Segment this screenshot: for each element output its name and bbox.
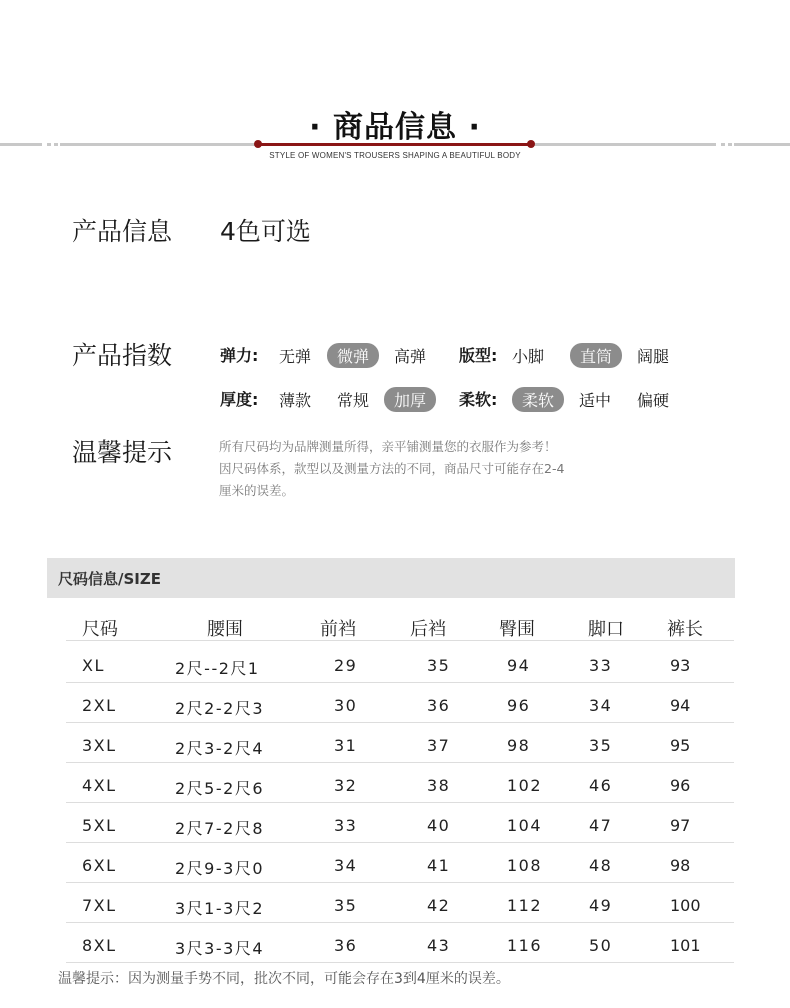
cell-hip: 102 xyxy=(507,776,543,795)
cell-size: 2XL xyxy=(82,696,117,715)
thickness-option-selected: 加厚 xyxy=(384,387,436,412)
cell-hip: 96 xyxy=(507,696,531,715)
cell-hip: 116 xyxy=(507,936,543,955)
tips-line: 厘米的误差。 xyxy=(219,483,295,498)
thickness-option: 常规 xyxy=(337,391,370,410)
cell-hip: 108 xyxy=(507,856,543,875)
row-divider xyxy=(66,882,734,883)
cell-size: XL xyxy=(82,656,105,675)
cell-length: 98 xyxy=(670,856,691,875)
cell-back-rise: 43 xyxy=(427,936,451,955)
cell-waist: 2尺5-2尺6 xyxy=(175,779,264,798)
cell-back-rise: 40 xyxy=(427,816,451,835)
product-info-value: 4色可选 xyxy=(220,217,311,246)
cell-size: 8XL xyxy=(82,936,117,955)
row-divider xyxy=(66,922,734,923)
cell-front-rise: 34 xyxy=(334,856,358,875)
cell-leg-opening: 49 xyxy=(589,896,613,915)
column-header-waist: 腰围 xyxy=(207,619,243,640)
cell-back-rise: 35 xyxy=(427,656,451,675)
cell-leg-opening: 48 xyxy=(589,856,613,875)
cell-length: 95 xyxy=(670,736,691,755)
softness-option: 适中 xyxy=(579,391,612,410)
product-index-label: 产品指数 xyxy=(72,341,173,370)
softness-option: 偏硬 xyxy=(637,391,670,410)
cell-hip: 112 xyxy=(507,896,543,915)
column-header-hip: 臀围 xyxy=(499,619,535,640)
cell-leg-opening: 33 xyxy=(589,656,613,675)
tips-label: 温馨提示 xyxy=(72,438,173,467)
cell-leg-opening: 46 xyxy=(589,776,613,795)
row-divider xyxy=(66,842,734,843)
product-info-label: 产品信息 xyxy=(72,217,173,246)
cell-length: 96 xyxy=(670,776,691,795)
page-title: · 商品信息 · xyxy=(309,110,481,145)
cell-leg-opening: 50 xyxy=(589,936,613,955)
row-divider xyxy=(66,962,734,963)
elasticity-option: 高弹 xyxy=(394,347,427,366)
row-divider xyxy=(66,802,734,803)
cell-size: 5XL xyxy=(82,816,117,835)
cell-leg-opening: 35 xyxy=(589,736,613,755)
elasticity-option-selected: 微弹 xyxy=(327,343,379,368)
fit-option-selected: 直筒 xyxy=(570,343,622,368)
cell-front-rise: 35 xyxy=(334,896,358,915)
cell-leg-opening: 34 xyxy=(589,696,613,715)
tips-text xyxy=(219,436,639,502)
fit-option: 阔腿 xyxy=(637,347,670,366)
cell-front-rise: 33 xyxy=(334,816,358,835)
cell-waist: 2尺2-2尺3 xyxy=(175,699,264,718)
column-header-leg-opening: 脚口 xyxy=(588,619,624,640)
fit-label: 版型: xyxy=(459,346,498,365)
cell-back-rise: 42 xyxy=(427,896,451,915)
thickness-option: 薄款 xyxy=(279,391,312,410)
column-header-back-rise: 后裆 xyxy=(410,619,446,640)
elasticity-label: 弹力: xyxy=(220,346,259,365)
cell-waist: 2尺--2尺1 xyxy=(175,659,260,678)
thickness-label: 厚度: xyxy=(220,390,259,409)
cell-size: 3XL xyxy=(82,736,117,755)
cell-size: 7XL xyxy=(82,896,117,915)
cell-back-rise: 37 xyxy=(427,736,451,755)
cell-waist: 3尺1-3尺2 xyxy=(175,899,264,918)
row-divider xyxy=(66,762,734,763)
column-header-length: 裤长 xyxy=(667,619,703,640)
column-header-front-rise: 前裆 xyxy=(320,619,356,640)
cell-length: 93 xyxy=(670,656,691,675)
cell-waist: 3尺3-3尺4 xyxy=(175,939,264,958)
cell-waist: 2尺9-3尺0 xyxy=(175,859,264,878)
elasticity-option: 无弹 xyxy=(279,347,312,366)
cell-hip: 94 xyxy=(507,656,531,675)
cell-waist: 2尺3-2尺4 xyxy=(175,739,264,758)
softness-option-selected: 柔软 xyxy=(512,387,564,412)
tips-line: 因尺码体系，款型以及测量方法的不同，商品尺寸可能存在2-4 xyxy=(219,461,565,476)
cell-front-rise: 32 xyxy=(334,776,358,795)
cell-length: 101 xyxy=(670,936,701,955)
cell-length: 94 xyxy=(670,696,691,715)
cell-size: 4XL xyxy=(82,776,117,795)
cell-length: 97 xyxy=(670,816,691,835)
cell-length: 100 xyxy=(670,896,701,915)
page-subtitle: STYLE OF WOMEN'S TROUSERS SHAPING A BEAUTIFUL BODY xyxy=(269,151,521,160)
column-header-size: 尺码 xyxy=(82,619,118,640)
cell-front-rise: 30 xyxy=(334,696,358,715)
cell-front-rise: 36 xyxy=(334,936,358,955)
row-divider xyxy=(66,640,734,641)
cell-back-rise: 38 xyxy=(427,776,451,795)
cell-back-rise: 41 xyxy=(427,856,451,875)
cell-hip: 104 xyxy=(507,816,543,835)
cell-front-rise: 31 xyxy=(334,736,358,755)
cell-front-rise: 29 xyxy=(334,656,358,675)
row-divider xyxy=(66,682,734,683)
cell-hip: 98 xyxy=(507,736,531,755)
tips-line: 所有尺码均为品牌测量所得，亲平铺测量您的衣服作为参考！ xyxy=(219,439,557,454)
fit-option: 小脚 xyxy=(512,347,545,366)
row-divider xyxy=(66,722,734,723)
cell-size: 6XL xyxy=(82,856,117,875)
softness-label: 柔软: xyxy=(459,390,498,409)
size-table-title: 尺码信息/SIZE xyxy=(58,570,161,588)
size-table-footnote: 温馨提示：因为测量手势不同，批次不同，可能会存在3到4厘米的误差。 xyxy=(58,971,510,987)
cell-waist: 2尺7-2尺8 xyxy=(175,819,264,838)
cell-leg-opening: 47 xyxy=(589,816,613,835)
cell-back-rise: 36 xyxy=(427,696,451,715)
